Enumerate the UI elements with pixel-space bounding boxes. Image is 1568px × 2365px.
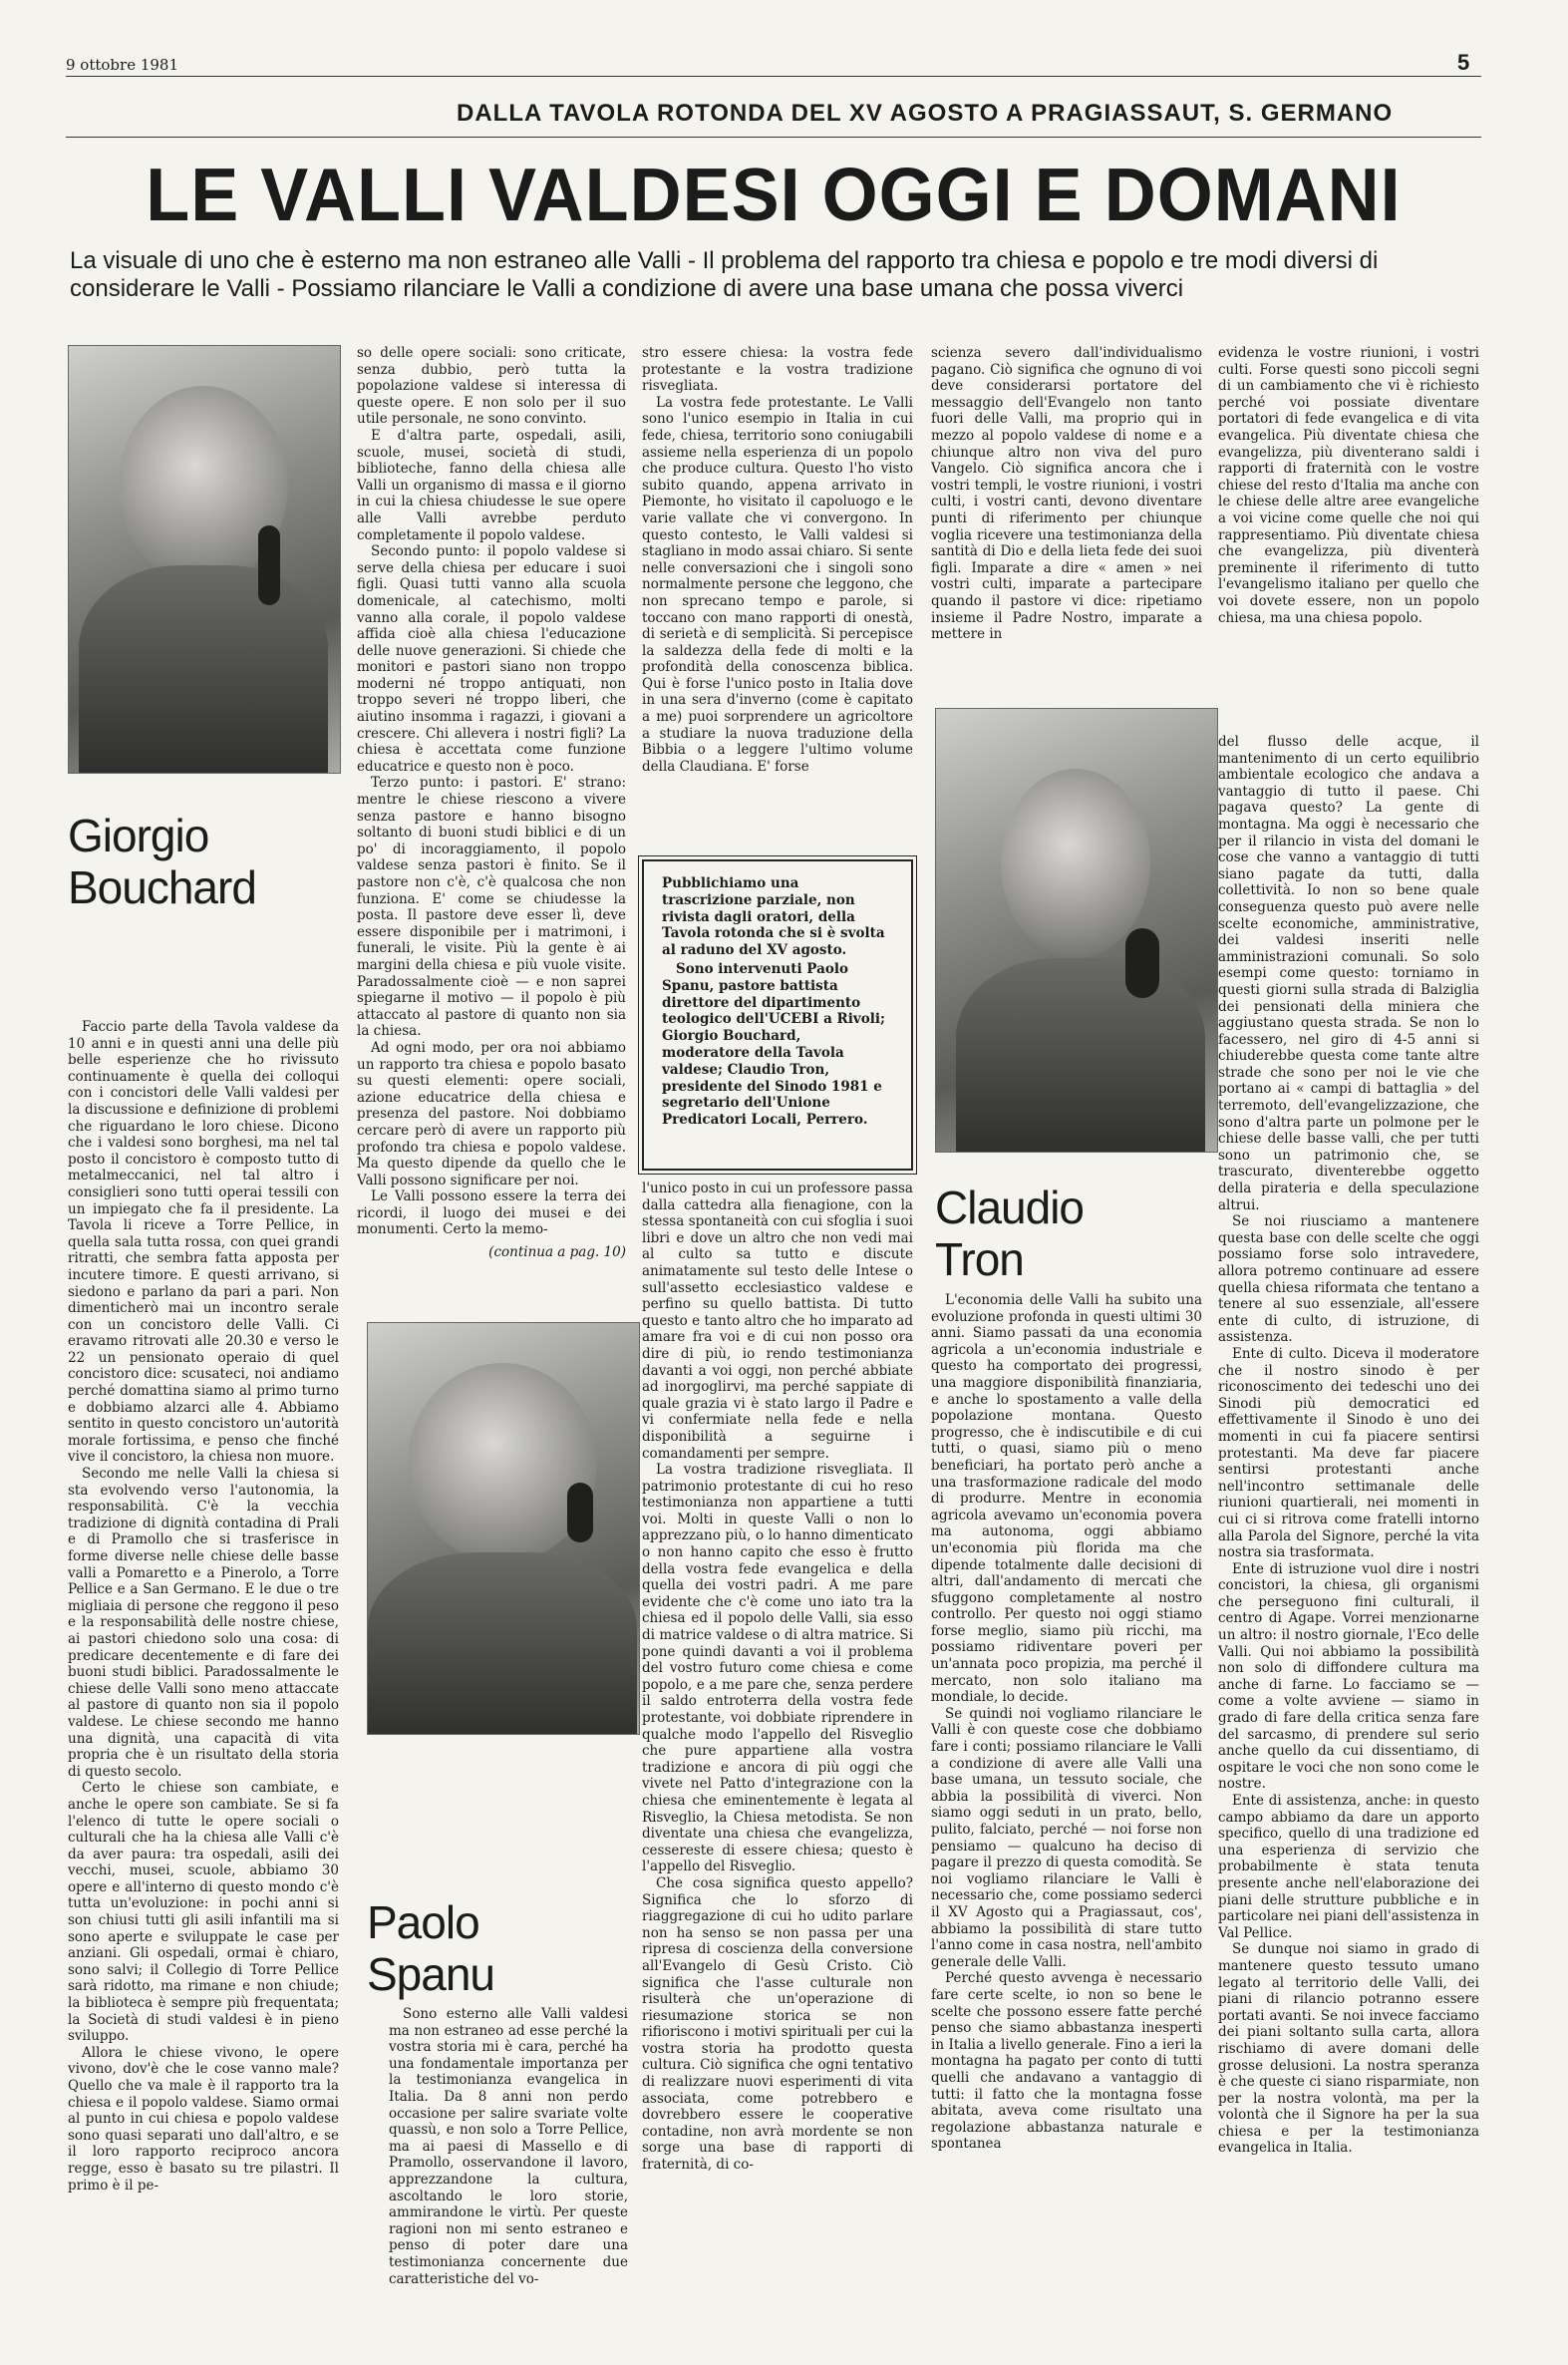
paragraph: Se quindi noi vogliamo rilanciare le Valli è con queste cose che dobbiamo fare i conti; possiamo rilanciare le Valli a condizione di avere alle Valli una base umana, un tessuto sociale, che abbia la possibilità di viverci. Non siamo oggi seduti in un prato, bello, pulito, falciato, perché — noi forse non pensiamo — qualcuno ha deciso di pagare il prezzo di questa comodità. Se noi vogliamo rilanciare le Valli è necessario che, come possiamo sederci il XV Agosto qui a Pragiassaut, cos', abbiamo la possibilità di stare tutto l'anno come in casa nostra, nell'ambito generale delle Valli. — [931, 1705, 1202, 1970]
paragraph: Ad ogni modo, per ora noi abbiamo un rapporto tra chiesa e popolo basato su questi elementi: opere sociali, azione educatrice della chiesa e presenza del pastore. Noi dobbiamo cercare però di avere un rapporto più profondo tra chiesa e popolo valdese. Ma questo dipende da quello che le Valli possono significare per noi. — [357, 1039, 626, 1188]
column-4 — [931, 345, 1202, 684]
tron-first-name: Claudio — [935, 1182, 1084, 1233]
bouchard-name — [68, 810, 256, 913]
paragraph: Ente di assistenza, anche: in questo campo abbiamo da dare un apporto specifico, quello di una tradizione ed una esperienza di servizio che probabilmente è stata tenuta presente anche nell'elaborazione dei piani delle strutture pubbliche e in particolare nei piani dell'assistenza in Val Pellice. — [1218, 1793, 1479, 1941]
paragraph: Certo le chiese son cambiate, e anche le opere son cambiate. Se si fa l'elenco di tutte le opere sociali o culturali che ha la chiesa alle Valli c'è da aver paura: tra ospedali, asili dei vecchi, musei, scuole, abbiamo 30 opere e all'interno di questo mondo c'è tutta un'evoluzione: in pochi anni si son chiusi tutti gli asili infantili ma si sono aperte e sviluppate le case per anziani. Gli ospedali, ormai è chiaro, sono salvi; il Collegio di Torre Pellice sarà ridotto, ma rimane e non chiude; la biblioteca è sempre più frequentata; la Società di studi valdesi è in pieno sviluppo. — [68, 1780, 339, 2045]
subtitle: La visuale di uno che è esterno ma non estraneo alle Valli - Il problema del rapporto tra chiesa e popolo e tre modi diversi di considerare le Valli - Possiamo rilanciare le Valli a condizione di avere una base umana che possa viverci — [70, 247, 1379, 302]
paragraph: E d'altra parte, ospedali, asili, scuole, musei, società di studi, biblioteche, fanno della chiesa alle Valli un organismo di massa e il giorno in cui la chiesa chiudesse le sue opere alle Valli avrebbe perduto completamente il popolo valdese. — [357, 427, 626, 543]
spanu-name — [367, 1896, 494, 2000]
paragraph: Sono esterno alle Valli valdesi ma non estraneo ad esse perché la vostra storia mi è cara, perché ha una fondamentale importanza per la testimonianza evangelica in Italia. Da 8 anni non perdo occasione per salire svariate volte quassù, e non solo a Torre Pellice, ma ai paesi di Massello e di Pramollo, osservandone il lavoro, apprezzandone la cultura, ascoltando le loro storie, ammirandone le virtù. Per queste ragioni non mi sento estraneo e penso di poter dare una testimonianza concernente due caratteristiche del vo- — [389, 2006, 628, 2287]
paragraph: Perché questo avvenga è necessario fare certe scelte, io non so bene le scelte che possono essere fatte perché penso che siamo abbastanza inesperti in Italia a livello generale. Fino a ieri la montagna ha pagato per conto di tutti quelli che andavano a vantaggio di tutti: il fatto che la montagna fosse abitata, aveva come risultato una regolazione abbastanza naturale e spontanea — [931, 1970, 1202, 2153]
tron-name — [935, 1182, 1084, 1285]
paragraph: Allora le chiese vivono, le opere vivono, dov'è che le cose vanno male? Quello che va male è il rapporto tra la chiesa e il popolo valdese. Siamo ormai al punto in cui chiesa e popolo valdese sono quasi separati uno dall'altro, e se il loro rapporto reciproco ancora regge, esso è basato su tre pilastri. Il primo è il pe- — [68, 2044, 339, 2194]
column-5 — [1218, 345, 1479, 684]
paragraph: La vostra fede protestante. Le Valli sono l'unico esempio in Italia in cui fede, chiesa, territorio sono coniugabili assieme nella esperienza di un popolo che produce cultura. Questo l'ho visto subito quando, appena arrivato in Piemonte, ho visitato il capoluogo e le varie vallate che vi convergono. In questo contesto, le Valli valdesi si stagliano in modo assai chiaro. Si sente nelle conversazioni che i singoli sono normalmente persone che leggono, che non sprecano tempo e parole, si toccano con mano rapporti di onestà, di serietà e di semplicità. Si percepisce la saldezza della fede di molti e la profondità della conoscenza biblica. Qui è forse l'unico posto in Italia dove in una sera d'inverno (come è capitato a me) puoi sorprendere un agricoltore a studiare la nuova traduzione della Bibbia o a leggere l'ultimo volume della Claudiana. E' forse — [642, 394, 913, 775]
paragraph: scienza severo dall'individualismo pagano. Ciò significa che ognuno di voi deve considerarsi portatore del messaggio dell'Evangelo non tanto fuori delle Valli, ma proprio qui in mezzo al popolo valdese di nome e a chiunque altro non viva del puro Vangelo. Ciò significa ancora che i vostri templi, le vostre riunioni, i vostri culti, i vostri canti, devono diventare punti di riferimento per chiunque voglia ricevere una testimonianza della santità di Dio e della lieta fede dei suoi figli. Imparate a dire « amen » nei vostri culti, imparate a partecipare quando il pastore vi dice: ripetiamo insieme il Padre Nostro, imparate a mettere in — [931, 345, 1202, 643]
paragraph: Faccio parte della Tavola valdese da 10 anni e in questi anni una delle più belle esperienze che ho rivissuto continuamente è quella dei colloqui con i concistori delle Valli valdesi per la discussione e definizione di problemi che riguardano le loro chiese. Dicono che i valdesi sono borghesi, ma nel tal posto il concistoro è composto tutto di metalmeccanici, nel tal altro i consiglieri sono tutti operai tessili con un impiegato che fa il presidente. La Tavola li riceve a Torre Pellice, in quella sala tutta rossa, con quei grandi ritratti, che sembra fatta apposta per incutere timore. E questi arrivano, si siedono e parlano da pari a pari. Non dimenticherò mai un incontro serale con un concistoro delle Valli. Ci eravamo ritrovati alle 20.30 e verso le 22 un pensionato operaio di quel concistoro dice: scusateci, noi andiamo perché domattina siamo al primo turno e dobbiamo alzarci alle 4. Abbiamo sentito in questo concistoro un'autorità morale fortissima, e penso che finché vive il concistoro, la chiesa non muore. — [68, 1019, 339, 1466]
issue-date: 9 ottobre 1981 — [66, 56, 179, 74]
paragraph: Le Valli possono essere la terra dei ricordi, il luogo dei musei e dei monumenti. Certo la memo- — [357, 1188, 626, 1238]
paragraph: Secondo me nelle Valli la chiesa si sta evolvendo verso l'autonomia, la responsabilità. C'è la vecchia tradizione di dignità contadina di Prali e di Pramollo che si trasferisce in forme diverse nelle chiese delle basse valli a Pomaretto e a Pinerolo, a Torre Pellice e a San Germano. E le due o tre migliaia di persone che reggono il peso e la responsabilità delle nostre chiese, ai pastori chiedono solo una cosa: di predicare decentemente e di fare dei buoni studi biblici. Paradossalmente le chiese delle Valli sono meno attaccate al pastore di quanto non sia il popolo valdese. Le chiese secondo me hanno una dignità, una capacità di vita propria che è un risultato della storia di questo secolo. — [68, 1466, 339, 1780]
column-3 — [642, 345, 913, 842]
paragraph: Se dunque noi siamo in grado di mantenere questo tessuto umano legato al territorio delle Valli, dei piani di rilancio potranno essere portati avanti. Se noi invece facciamo dei piani soltanto sulla carta, allora rischiamo di avere domani delle grosse delusioni. La nostra speranza è che queste ci siano risparmiate, non per la nostra volontà, ma per la volontà che il Signore ha per la sua chiesa e per la testimonianza evangelica in Italia. — [1218, 1941, 1479, 2157]
spanu-first-name: Paolo — [367, 1896, 479, 1948]
paragraph: Se noi riusciamo a mantenere questa base con delle scelte che oggi possiamo forse solo intravedere, allora potremo continuare ad essere quella chiesa riformata che tentano a tenere al suo essenziale, all'essere ente di culto, di istruzione, di assistenza. — [1218, 1213, 1479, 1346]
column-3-lower — [642, 1181, 913, 2349]
paragraph: Che cosa significa questo appello? Significa che lo sforzo di riaggregazione di cui ho udito parlare non ha senso se non passa per una ripresa di coscienza della conversione all'Evangelo di Gesù Cristo. Ciò significa che l'asse culturale non risulterà che un'operazione di riesumazione storica se non rifioriscono i motivi spirituali per cui la vostra storia ha prodotto questa cultura. Ciò significa che ogni tentativo di realizzare nuovi esperimenti di vita associata, come potrebbero e dovrebbero essere le cooperative contadine, non avrà mordente se non sorge una base di rapporti di fraternità, di co- — [642, 1874, 913, 2174]
paragraph: La vostra tradizione risvegliata. Il patrimonio protestante di cui ho reso testimonianza non appartiene a tutti voi. Molti in queste Valli o non lo apprezzano più, o lo hanno dimenticato o non hanno capito che esso è frutto della vostra fede evangelica e della quella dei vostri padri. A me pare evidente che c'è come uno iato tra la chiesa ed il popolo delle Valli, sia esso di matrice valdese o di altra matrice. Si pone quindi davanti a voi il problema del vostro futuro come chiesa e come popolo, e a me pare che, senza perdere il saldo entroterra della vostra fede protestante, voi dobbiate riprendere in qualche modo l'appello del Risveglio che pure appartiene alla vostra tradizione e ancora di più oggi che vivete nel Patto d'integrazione con la chiesa che eminentemente è legata al Risveglio, la Chiesa metodista. Se non diventate una chiesa che evangelizza, cessereste di essere chiesa; questo è l'appello del Risveglio. — [642, 1462, 913, 1875]
spanu-last-name: Spanu — [367, 1948, 495, 2000]
bouchard-photo — [68, 345, 341, 774]
paragraph: Terzo punto: i pastori. E' strano: mentre le chiese riescono a vivere senza pastore e hanno bisogno soltanto di buoni studi biblici e di un po' di incoraggiamento, il popolo valdese senza pastori è finito. Se il pastore non c'è, c'è qualcosa che non funziona. E' come se chiudesse la posta. Il pastore deve esser lì, deve essere disponibile per i matrimoni, i funerali, le visite. Più la gente è ai margini della chiesa e più vuole visite. Paradossalmente cioè — e non saprei spiegarne il motivo — il popolo è più attaccato al pastore di quanto non sia la chiesa. — [357, 775, 626, 1040]
note-paragraph: Pubblichiamo una trascrizione parziale, non rivista dagli oratori, della Tavola rotonda che si è svolta al raduno del XV agosto. — [662, 875, 885, 959]
paragraph: so delle opere sociali: sono criticate, senza dubbio, però tutta la popolazione valdese si interessa di queste opere. E non solo per il suo utile personale, ne sono convinto. — [357, 345, 626, 428]
bouchard-last-name: Bouchard — [68, 861, 256, 913]
paragraph: l'unico posto in cui un professore passa dalla cattedra alla fienagione, con la stessa spontaneità con cui sfoglia i suoi libri e dove un altro che non vedi mai al culto sa tutto e discute animatamente sul testo delle Intese o sull'assetto ecclesiastico valdese e perfino su quello battista. Di tutto questo e tanto altro che ho imparato ad amare fra voi e di cui non posso ora dire di più, io rendo testimonianza davanti a voi oggi, non perché abbiate ad inorgoglirvi, ma perché sappiate di quale grazia vi è stato largo il Padre e vi confermiate nella fede e nella disponibilità a seguirne i comandamenti per sempre. — [642, 1181, 913, 1462]
paragraph: Ente di istruzione vuol dire i nostri concistori, la chiesa, gli organismi che perseguono fini culturali, il centro di Agape. Vorrei menzionarne un altro: il nostro giornale, l'Eco delle Valli. Qui noi abbiamo la possibilità non solo di diffondere cultura ma anche di farne. Lo facciamo se — come a volte avviene — siamo in grado di fare della critica senza fare del sarcasmo, di prendere sul serio anche quello da cui dissentiamo, di ospitare le voci che non sono come le nostre. — [1218, 1560, 1479, 1793]
note-paragraph: Sono intervenuti Paolo Spanu, pastore battista direttore del dipartimento teologico dell'UCEBI a Rivoli; Giorgio Bouchard, moderatore della Tavola valdese; Claudio Tron, presidente del Sinodo 1981 e segretario dell'Unione Predicatori Locali, Perrero. — [662, 960, 885, 1129]
column-1 — [68, 1019, 339, 2345]
column-2-lower — [389, 2006, 628, 2349]
header-rule — [66, 76, 1481, 77]
column-4-lower — [931, 1292, 1202, 2349]
paragraph: L'economia delle Valli ha subito una evoluzione profonda in questi ultimi 30 anni. Siamo passati da una economia agricola a un'economia industriale e questo ha comportato dei progressi, una maggiore disponibilità finanziaria, e anche lo spostamento a valle della popolazione montana. Questo progresso, che è indiscutibile e di cui tutti, o quasi, siamo più o meno beneficiari, ha portato però anche a una trasformazione radicale del modo di produrre. Mentre in economia agricola avevamo un'economia povera ma autonoma, oggi abbiamo un'economia più florida ma che dipende totalmente dalle decisioni di altri, dall'andamento di mercati che sfuggono completamente al nostro controllo. Per questo noi oggi stiamo forse meglio, siamo più ricchi, ma possiamo ridiventare poveri per un'annata poco propizia, ma perché il mercato, non solo italiano ma mondiale, lo decide. — [931, 1292, 1202, 1706]
paragraph: Ente di culto. Diceva il moderatore che il nostro sinodo è per riconoscimento dei tedeschi uno dei Sinodi più democratici ed effettivamente il Sinodo è uno dei momenti in cui fa piacere sentirsi protestanti. Ma deve far piacere sentirsi protestanti anche nell'incontro settimanale delle riunioni quartierali, nei momenti in cui ci si ritrova come fratelli intorno alla Parola del Signore, perché la vita nostra sia trasformata. — [1218, 1345, 1479, 1561]
headline: LE VALLI VALDESI OGGI E DOMANI — [146, 154, 1402, 237]
tron-last-name: Tron — [935, 1233, 1024, 1285]
kicker: DALLA TAVOLA ROTONDA DEL XV AGOSTO A PRAGIASSAUT, S. GERMANO — [457, 100, 1394, 127]
column-2 — [357, 345, 626, 1302]
paragraph: evidenza le vostre riunioni, i vostri culti. Forse questi sono piccoli segni di un cambiamento che vi è richiesto perché voi possiate diventare portatori di fede evangelica e di vita evangelica. Più diventate chiesa che evangelizza, più diventerano saldi i rapporti di fraternità con le vostre chiese del resto d'Italia ma anche con le chiese delle altre aree evangeliche a voi vicine come quelle che noi qui rappresentiamo. Più diventate chiesa che evangelizza, più diventerà preminente il riferimento di tutto l'evangelismo italiano per quello che voi dovete essere, non un popolo chiesa, ma una chiesa popolo. — [1218, 345, 1479, 626]
continuation-note: (continua a pag. 10) — [488, 1244, 626, 1261]
tron-photo — [935, 708, 1218, 1153]
column-5-lower — [1218, 734, 1479, 2349]
kicker-rule — [66, 137, 1481, 138]
editorial-note-box — [642, 859, 913, 1171]
paragraph: Secondo punto: il popolo valdese si serve della chiesa per educare i suoi figli. Quasi tutti vanno alla scuola domenicale, al catechismo, molti vanno alla corale, il popolo valdese affida cioè alla chiesa l'educazione delle nuove generazioni. Si chiede che monitori e pastori siano non troppo moderni né troppo antiquati, non troppo severi né troppo liberi, che aiutino insomma i ragazzi, i giovani a crescere. Chi allevera i nostri figli? La chiesa è accettata come funzione educatrice e questo non è poco. — [357, 543, 626, 775]
spanu-photo — [367, 1322, 640, 1735]
paragraph: stro essere chiesa: la vostra fede protestante e la vostra tradizione risvegliata. — [642, 345, 913, 395]
paragraph: del flusso delle acque, il mantenimento di un certo equilibrio ambientale ecologico che andava a vantaggio di tutto il paese. Chi pagava questo? La gente di montagna. Ma oggi è necessario che per il rilancio in vista del domani le cose che vanno a vantaggio di tutti siano pagate da tutti, dalla collettività. Io non so bene quale conseguenza questo può avere nelle scelte economiche, amministrative, dei valdesi inseriti nelle amministrazioni comunali. So solo esempi come questo: torniamo in questi giorni sulla strada di Balziglia dei pensionati della miniera che aggiustano questa strada. Se non lo facessero, nel giro di 4-5 anni si chiuderebbe questa come tante altre strade che sono per noi le vie che portano ai « campi di battaglia » del terremoto, dell'evangelizzazione, che sono d'altra parte un polmone per le chiese delle basse valli, che per tutti sono un patrimonio che, se trascurato, diventerebbe oggetto della pirateria e della speculazione altrui. — [1218, 734, 1479, 1213]
page-number: 5 — [1457, 50, 1470, 75]
bouchard-first-name: Giorgio — [68, 810, 209, 861]
